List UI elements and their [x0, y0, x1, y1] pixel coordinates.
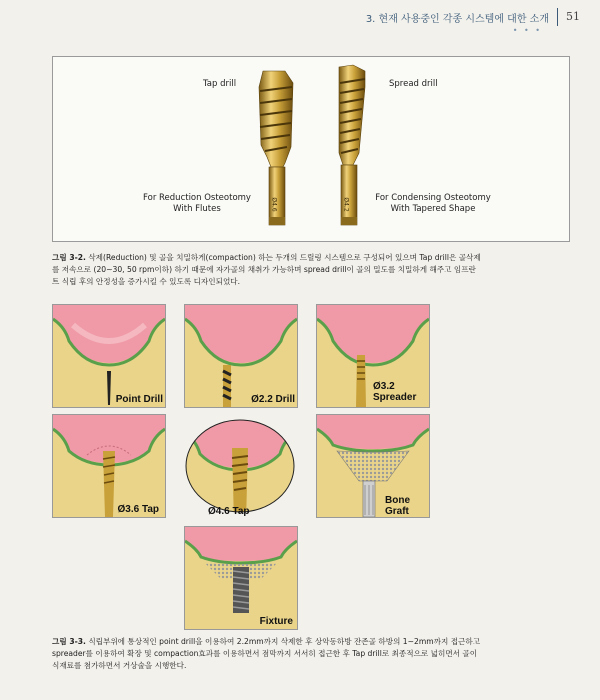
- panel-point-drill-label: Point Drill: [115, 394, 163, 405]
- page-number: 51: [557, 8, 580, 26]
- tap-desc-line2: With Flutes: [173, 204, 221, 214]
- spread-drill-description: [359, 193, 507, 215]
- caption-figure-3-3: [52, 636, 572, 672]
- spread-desc-line1: For Condensing Osteotomy: [375, 193, 491, 203]
- panel-3-2-size: Ø3.2: [373, 381, 395, 392]
- tap-drill-engraving: Ø4.6: [270, 197, 278, 212]
- panel-2-2-drill-label: Ø2.2 Drill: [251, 394, 295, 405]
- panel-3-2-spreader: [316, 304, 430, 408]
- panel-fixture-label: Fixture: [259, 616, 293, 627]
- panel-4-6-tap-label: Ø4.6 Tap: [208, 506, 250, 517]
- caption2-line3: 식재료를 첨가하면서 거상술을 시행한다.: [52, 661, 187, 670]
- panel-3-2-tool: Spreader: [373, 392, 417, 403]
- caption2-prefix: 그림 3-3.: [52, 637, 86, 646]
- caption1-prefix: 그림 3-2.: [52, 253, 86, 262]
- caption-figure-3-2: [52, 252, 572, 288]
- caption2-line2: spreader를 이용하여 확장 및 compaction효과를 이용하면서 점막까지 서서히 접근한 후 Tap drill로 최종적으로 넓히면서 골이: [52, 649, 478, 658]
- caption1-line2: 를 저속으로 (20~30, 50 rpm이하) 하기 때문에 자가골의 채취가 가능하며 spread drill이 골의 밀도를 치밀하게 해주고 임프란: [52, 265, 476, 274]
- panel-3-6-tap-label: Ø3.6 Tap: [117, 504, 159, 515]
- tap-drill-description: [129, 193, 265, 215]
- panel-point-drill: [52, 304, 166, 408]
- header-dots: • • •: [512, 26, 542, 35]
- panel-4-6-tap: [184, 418, 296, 522]
- panel-bone-graft-label: [385, 495, 410, 517]
- caption1-line1: 삭제(Reduction) 및 골을 치밀하게(compaction) 하는 두개의 드릴링 시스템으로 구성되어 있으며 Tap drill은 골삭제: [85, 253, 481, 262]
- panel-bone-graft: [316, 414, 430, 518]
- panel-bone-word: Bone: [385, 495, 410, 506]
- spread-drill-label: Spread drill: [389, 79, 438, 89]
- panel-3-2-spreader-label: [373, 381, 416, 403]
- figure-drills: [52, 56, 570, 242]
- panel-2-2-drill: [184, 304, 298, 408]
- panel-fixture: [184, 526, 298, 630]
- tap-desc-line1: For Reduction Osteotomy: [143, 193, 251, 203]
- caption2-line1: 식립부위에 통상적인 point drill을 이용하여 2.2mm까지 삭제한 후 상악동하방 잔존골 하방의 1~2mm까지 접근하고: [85, 637, 481, 646]
- panel-graft-word: Graft: [385, 506, 409, 517]
- page-header: [366, 8, 580, 26]
- spread-desc-line2: With Tapered Shape: [390, 204, 476, 214]
- caption1-line3: 트 식립 후의 안정성을 증가시킬 수 있도록 디자인되었다.: [52, 277, 241, 286]
- chapter-title: 3. 현재 사용중인 각종 시스템에 대한 소개: [365, 13, 549, 25]
- spread-drill-engraving: Ø4.2: [342, 197, 350, 212]
- tap-drill-label: Tap drill: [203, 79, 237, 89]
- panel-3-6-tap: [52, 414, 166, 518]
